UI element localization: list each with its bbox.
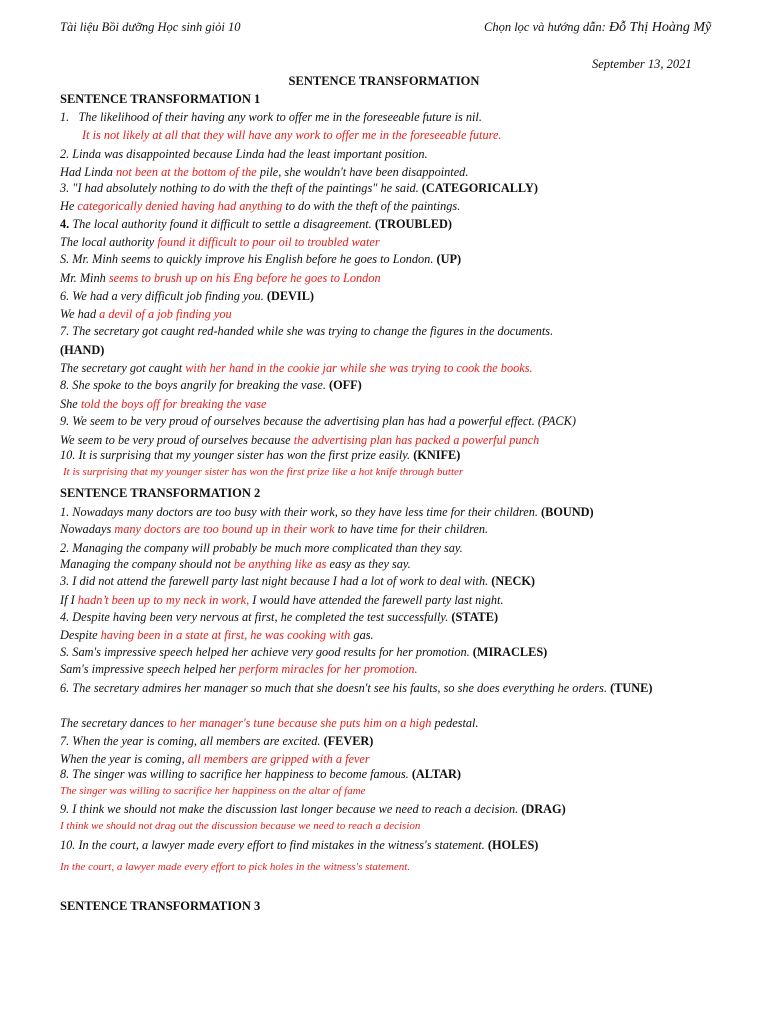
s2-question-8 xyxy=(60,767,720,782)
answer-prefix: Nowadays xyxy=(60,522,112,536)
question-text: 3. I did not attend the farewell party last night because I had a lot of work to deal with. xyxy=(60,574,489,588)
keyword: (BOUND) xyxy=(541,505,594,519)
answer-highlight: the advertising plan has packed a powerful punch xyxy=(293,433,540,447)
s1-answer-8 xyxy=(60,397,720,412)
question-text: 10. It is surprising that my younger sister has won the first prize easily. xyxy=(60,448,411,462)
keyword: (HOLES) xyxy=(487,838,539,852)
s2-answer-5 xyxy=(60,662,720,677)
answer-prefix: When the year is coming, xyxy=(60,752,185,766)
answer-prefix: Sam's impressive speech helped her xyxy=(60,662,236,676)
s2-answer-7 xyxy=(60,752,720,767)
question-text: 3. "I had absolutely nothing to do with the theft of the paintings" he said. xyxy=(60,181,419,195)
s2-question-3 xyxy=(60,574,720,589)
s2-question-6 xyxy=(60,679,720,697)
question-text: 10. In the court, a lawyer made every effort to find mistakes in the witness's statement. xyxy=(60,838,485,852)
s1-question-7-keyword xyxy=(60,343,720,358)
s2-question-5 xyxy=(60,645,720,660)
answer-highlight: perform miracles for her promotion. xyxy=(238,662,418,676)
question-text: 8. The singer was willing to sacrifice her happiness to become famous. xyxy=(60,767,409,781)
s1-question-7: 7. The secretary got caught red-handed while she was trying to change the figures in the documents. xyxy=(60,324,554,338)
s2-answer-9: I think we should not drag out the discussion because we need to reach a decision xyxy=(60,820,421,832)
s2-question-1 xyxy=(60,505,720,520)
keyword: (FEVER) xyxy=(323,734,374,748)
keyword: (MIRACLES) xyxy=(472,645,548,659)
s1-question-10 xyxy=(60,448,720,463)
answer-prefix: She xyxy=(60,397,78,411)
answer-suffix: pedestal. xyxy=(434,716,479,730)
s1-question-9: 9. We seem to be very proud of ourselves because the advertising plan has had a powerful effect. (PACK) xyxy=(60,414,576,428)
answer-highlight: categorically denied having had anything xyxy=(77,199,283,213)
teacher-name: Đỗ Thị Hoàng Mỹ xyxy=(608,20,712,35)
question-text: 6. We had a very difficult job finding you. xyxy=(60,289,264,303)
s1-answer-3 xyxy=(60,199,720,214)
question-text: 4. Despite having been very nervous at first, he completed the test successfully. xyxy=(60,610,449,624)
s2-question-7 xyxy=(60,734,720,749)
answer-suffix: to do with the theft of the paintings. xyxy=(285,199,461,213)
s1-question-4 xyxy=(60,217,720,232)
section-heading-3: SENTENCE TRANSFORMATION 3 xyxy=(60,899,261,913)
keyword: (TUNE) xyxy=(610,681,653,695)
answer-prefix: Despite xyxy=(60,628,98,642)
s2-question-4 xyxy=(60,610,720,625)
answer-highlight: hadn’t been up to my neck in work, xyxy=(77,593,250,607)
header-right xyxy=(484,20,711,36)
s1-answer-2 xyxy=(60,165,720,180)
header-right-prefix: Chọn lọc và hướng dẫn: xyxy=(484,20,606,34)
question-number: 4. xyxy=(60,217,70,231)
keyword: (KNIFE) xyxy=(413,448,461,462)
answer-prefix: Mr. Minh xyxy=(60,271,106,285)
answer-highlight: many doctors are too bound up in their work xyxy=(114,522,335,536)
s1-question-2: 2. Linda was disappointed because Linda had the least important position. xyxy=(60,147,428,161)
s1-answer-4 xyxy=(60,235,720,250)
s2-question-10 xyxy=(60,838,720,853)
s1-question-1 xyxy=(60,110,720,125)
s1-question-8 xyxy=(60,378,720,393)
answer-prefix: If I xyxy=(60,593,75,607)
s2-answer-10: In the court, a lawyer made every effort to pick holes in the witness's statement. xyxy=(60,861,411,873)
answer-prefix: The secretary dances xyxy=(60,716,165,730)
answer-highlight: not been at the bottom of the xyxy=(116,165,257,179)
keyword: (HAND) xyxy=(60,343,105,357)
s1-question-5 xyxy=(60,252,720,267)
answer-prefix: We had xyxy=(60,307,97,321)
answer-prefix: We seem to be very proud of ourselves because xyxy=(60,433,291,447)
question-text: 6. The secretary admires her manager so much that she doesn't see his faults, so she does everything he orders. xyxy=(60,681,608,695)
answer-prefix: The secretary got caught xyxy=(60,361,183,375)
s1-answer-1: It is not likely at all that they will have any work to offer me in the foreseeable future. xyxy=(82,128,502,142)
s1-question-3 xyxy=(60,181,720,196)
question-number: 1. xyxy=(60,110,70,124)
s2-answer-4 xyxy=(60,628,720,643)
keyword: (DEVIL) xyxy=(266,289,314,303)
keyword: (OFF) xyxy=(329,378,362,392)
keyword: (DRAG) xyxy=(521,802,566,816)
s2-answer-3 xyxy=(60,593,720,608)
s2-answer-1 xyxy=(60,522,720,537)
answer-highlight: a devil of a job finding you xyxy=(99,307,232,321)
header-left: Tài liệu Bồi dưỡng Học sinh giỏi 10 xyxy=(60,20,241,34)
answer-suffix: gas. xyxy=(353,628,374,642)
answer-highlight: told the boys off for breaking the vase xyxy=(80,397,267,411)
s2-answer-6 xyxy=(60,716,720,731)
answer-highlight: found it difficult to pour oil to troubled water xyxy=(157,235,380,249)
question-text: The likelihood of their having any work to offer me in the foreseeable future is nil. xyxy=(78,110,482,124)
keyword: (CATEGORICALLY) xyxy=(421,181,538,195)
section-heading-1: SENTENCE TRANSFORMATION 1 xyxy=(60,92,261,106)
s1-answer-6 xyxy=(60,307,720,322)
answer-highlight: with her hand in the cookie jar while she was trying to cook the books. xyxy=(185,361,533,375)
s1-question-6 xyxy=(60,289,720,304)
s1-answer-9 xyxy=(60,433,720,448)
answer-highlight: be anything like as xyxy=(233,557,327,571)
answer-suffix: I would have attended the farewell party last night. xyxy=(252,593,504,607)
keyword: (TROUBLED) xyxy=(374,217,453,231)
question-text: 8. She spoke to the boys angrily for breaking the vase. xyxy=(60,378,326,392)
keyword: (UP) xyxy=(436,252,462,266)
s1-answer-7 xyxy=(60,361,720,376)
section-heading-2: SENTENCE TRANSFORMATION 2 xyxy=(60,486,261,500)
question-text: The local authority found it difficult to settle a disagreement. xyxy=(72,217,372,231)
keyword: (ALTAR) xyxy=(411,767,462,781)
answer-prefix: Managing the company should not xyxy=(60,557,231,571)
answer-prefix: The local authority xyxy=(60,235,155,249)
answer-prefix: He xyxy=(60,199,75,213)
page-title: SENTENCE TRANSFORMATION xyxy=(288,74,480,88)
question-text: S. Mr. Minh seems to quickly improve his English before he goes to London. xyxy=(60,252,434,266)
keyword: (NECK) xyxy=(491,574,535,588)
document-date: September 13, 2021 xyxy=(592,57,692,71)
s2-question-9 xyxy=(60,802,720,817)
question-text: 1. Nowadays many doctors are too busy with their work, so they have less time for their children. xyxy=(60,505,538,519)
s2-answer-2 xyxy=(60,557,720,572)
question-text: S. Sam's impressive speech helped her achieve very good results for her promotion. xyxy=(60,645,470,659)
answer-prefix: Had Linda xyxy=(60,165,113,179)
s1-answer-10: It is surprising that my younger sister has won the first prize like a hot knife through butter xyxy=(63,466,464,478)
answer-highlight: seems to brush up on his Eng before he goes to London xyxy=(108,271,381,285)
answer-highlight: to her manager's tune because she puts him on a high xyxy=(167,716,432,730)
answer-suffix: pile, she wouldn't have been disappointed. xyxy=(259,165,469,179)
answer-highlight: having been in a state at first, he was cooking with xyxy=(100,628,351,642)
answer-highlight: all members are gripped with a fever xyxy=(187,752,370,766)
keyword: (STATE) xyxy=(451,610,499,624)
answer-suffix: easy as they say. xyxy=(329,557,411,571)
answer-suffix: to have time for their children. xyxy=(337,522,489,536)
s1-answer-5 xyxy=(60,271,720,286)
question-text: 9. I think we should not make the discussion last longer because we need to reach a decision. xyxy=(60,802,519,816)
s2-answer-8: The singer was willing to sacrifice her happiness on the altar of fame xyxy=(60,785,366,797)
question-text: 7. When the year is coming, all members are excited. xyxy=(60,734,321,748)
s2-question-2: 2. Managing the company will probably be much more complicated than they say. xyxy=(60,541,463,555)
